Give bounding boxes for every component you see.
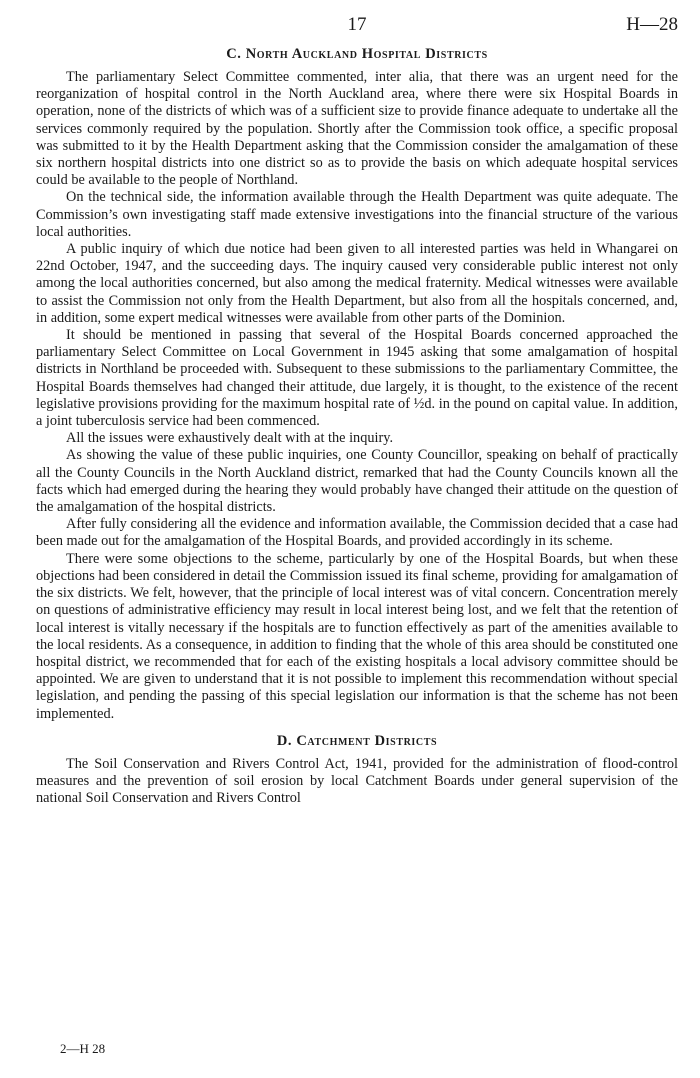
paragraph: The parliamentary Select Committee commented, inter alia, that there was an urgent need for the reorganization of hospital control in the North Auckland area, where there were six Hospital Boards in operation, none of the districts of which was of a sufficient size to provide finance adequate to undertake all the services commonly required by the population. Shortly after the Commission took office, a specific proposal was submitted to it by the Health Department asking that the Commission consider the amalgamation of these six northern hospital districts into one district so as to provide the basis on which adequate hospital services could be available to the people of Northland.	[36, 69, 678, 189]
paragraph: A public inquiry of which due notice had been given to all interested parties was held in Whangarei on 22nd October, 1947, and the succeeding days. The inquiry caused very considerable public interest not only among the local authorities concerned, but also among the medical fraternity. Medical witnesses were available to assist the Commission not only from the Health Department, but also from all the hospitals concerned, and, in addition, some expert medical witnesses were available from other parts of the Dominion.	[36, 241, 678, 326]
document-code: H—28	[626, 14, 678, 35]
signature-mark: 2—H 28	[60, 1041, 106, 1056]
paragraph: All the issues were exhaustively dealt with at the inquiry.	[66, 430, 394, 447]
section-catchment-districts	[36, 733, 678, 808]
page-header	[36, 0, 678, 46]
paragraph: There were some objections to the scheme, particularly by one of the Hospital Boards, but when these objections had been considered in detail the Commission issued its final scheme, providing for amalgamation of the six districts. We felt, however, that the principle of local interest was of vital concern. Concentration merely on questions of administrative efficiency may result in local interest being lost, and we felt that the retention of local interest is vitally necessary if the hospitals are to function effectively as part of the amenities available to the local residents. As a consequence, in addition to finding that the whole of this area should be constituted one hospital district, we recommended that for each of the existing hospitals a local advisory committee should be appointed. We are given to understand that it is not possible to implement this recommendation without special legislation, and pending the passing of this special legislation our information is that the scheme has not been implemented.	[36, 550, 678, 722]
section-heading: D. Catchment Districts	[276, 732, 438, 749]
paragraph: The Soil Conservation and Rivers Control Act, 1941, provided for the administration of flood-control measures and the prevention of soil erosion by local Catchment Boards under general supervision of the national Soil Conservation and Rivers Control	[36, 755, 678, 807]
page-number: 17	[347, 14, 367, 35]
section-north-auckland	[36, 46, 678, 723]
paragraph: After fully considering all the evidence and information available, the Commission decided that a case had been made out for the amalgamation of the Hospital Boards, and provided accordingly in its scheme.	[36, 516, 678, 550]
section-heading: C. North Auckland Hospital Districts	[226, 46, 488, 62]
paragraph: As showing the value of these public inquiries, one County Councillor, speaking on behalf of practically all the County Councils in the North Auckland district, remarked that had the County Councils known all the facts which had emerged during the hearing they would probably have changed their attitude on the question of the amalgamation of the hospital districts.	[36, 447, 678, 516]
paragraph: It should be mentioned in passing that several of the Hospital Boards concerned approached the parliamentary Select Committee on Local Government in 1945 asking that some amalgamation of hospital districts in Northland be proceeded with. Subsequent to these submissions to the parliamentary Committee, the Hospital Boards themselves had changed their attitude, due largely, it is thought, to the existence of the recent legislative provisions providing for the maximum hospital rate of ½d. in the pound on capital value. In addition, a joint tuberculosis service had been commenced.	[36, 327, 678, 430]
paragraph: On the technical side, the information available through the Health Department was quite adequate. The Commission’s own investigating staff made extensive investigations into the financial structure of the various local authorities.	[36, 189, 678, 240]
